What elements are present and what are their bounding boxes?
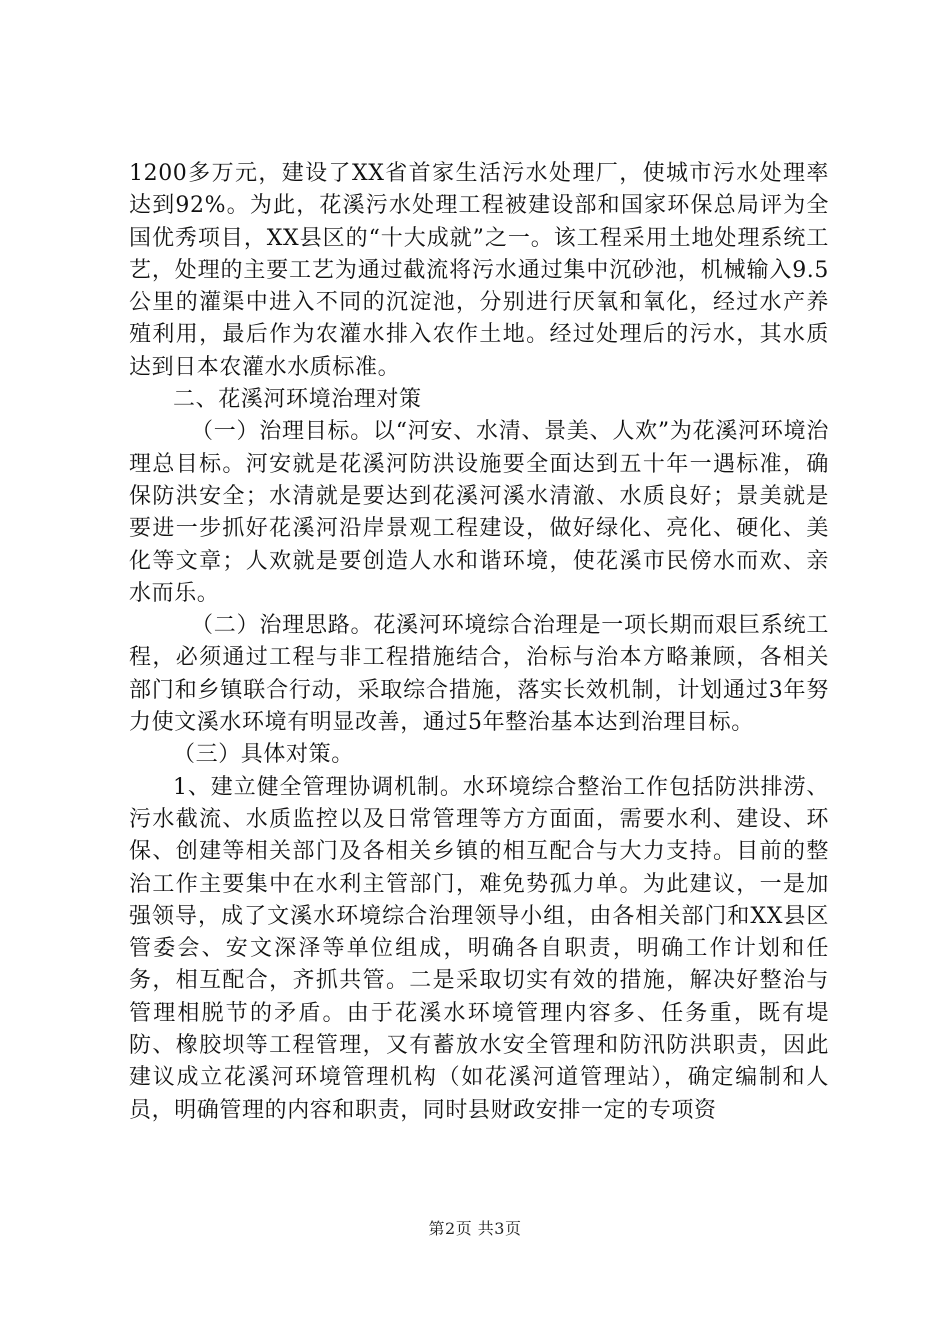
- paragraph-coordination-mechanism: 1、建立健全管理协调机制。水环境综合整治工作包括防洪排涝、污水截流、水质监控以及日常管理等方方面面，需要水利、建设、环保、创建等相关部门及各相关乡镇的相互配合与大力支持。目前的整治工作主要集中在水利主管部门，难免势孤力单。为此建议，一是加强领导，成了文溪水环境综合治理领导小组，由各相关部门和XX县区管委会、安文深泽等单位组成，明确各自职责，明确工作计划和任务，相互配合，齐抓共管。二是采取切实有效的措施，解决好整治与管理相脱节的矛盾。由于花溪水环境管理内容多、任务重，既有堤防、橡胶坝等工程管理，又有蓄放水安全管理和防汛防洪职责，因此建议成立花溪河环境管理机构（如花溪河道管理站），确定编制和人员，明确管理的内容和职责，同时县财政安排一定的专项资: [129, 774, 829, 1123]
- paragraph-governance-goal: （一）治理目标。以“河安、水清、景美、人欢”为花溪河环境治理总目标。河安就是花溪河防洪设施要全面达到五十年一遇标准，确保防洪安全；水清就是要达到花溪河溪水清澈、水质良好；景美就是要进一步抓好花溪河沿岸景观工程建设，做好绿化、亮化、硬化、美化等文章；人欢就是要创造人水和谐环境，使花溪市民傍水而欢、亲水而乐。: [129, 419, 829, 606]
- paragraph-sewage-plant: 1200多万元，建设了XX省首家生活污水处理厂，使城市污水处理率达到92%。为此，花溪污水处理工程被建设部和国家环保总局评为全国优秀项目，XX县区的“十大成就”之一。该工程采用土地处理系统工艺，处理的主要工艺为通过截流将污水通过集中沉砂池，机械输入9.5公里的灌渠中进入不同的沉淀池，分别进行厌氧和氧化，经过水产养殖利用，最后作为农灌水排入农作土地。经过处理后的污水，其水质达到日本农灌水水质标准。: [129, 161, 829, 380]
- page-number-indicator: 第2页 共3页: [428, 1219, 522, 1238]
- page-footer: [0, 1216, 950, 1239]
- paragraph-governance-approach: （二）治理思路。花溪河环境综合治理是一项长期而艰巨系统工程，必须通过工程与非工程措施结合，治标与治本方略兼顾，各相关部门和乡镇联合行动，采取综合措施，落实长效机制，计划通过3年努力使文溪水环境有明显改善，通过5年整治基本达到治理目标。: [129, 613, 829, 736]
- subheading-specific-measures: （三）具体对策。: [173, 742, 354, 768]
- section-heading-countermeasures: 二、花溪河环境治理对策: [173, 387, 422, 413]
- document-body: [129, 158, 829, 1127]
